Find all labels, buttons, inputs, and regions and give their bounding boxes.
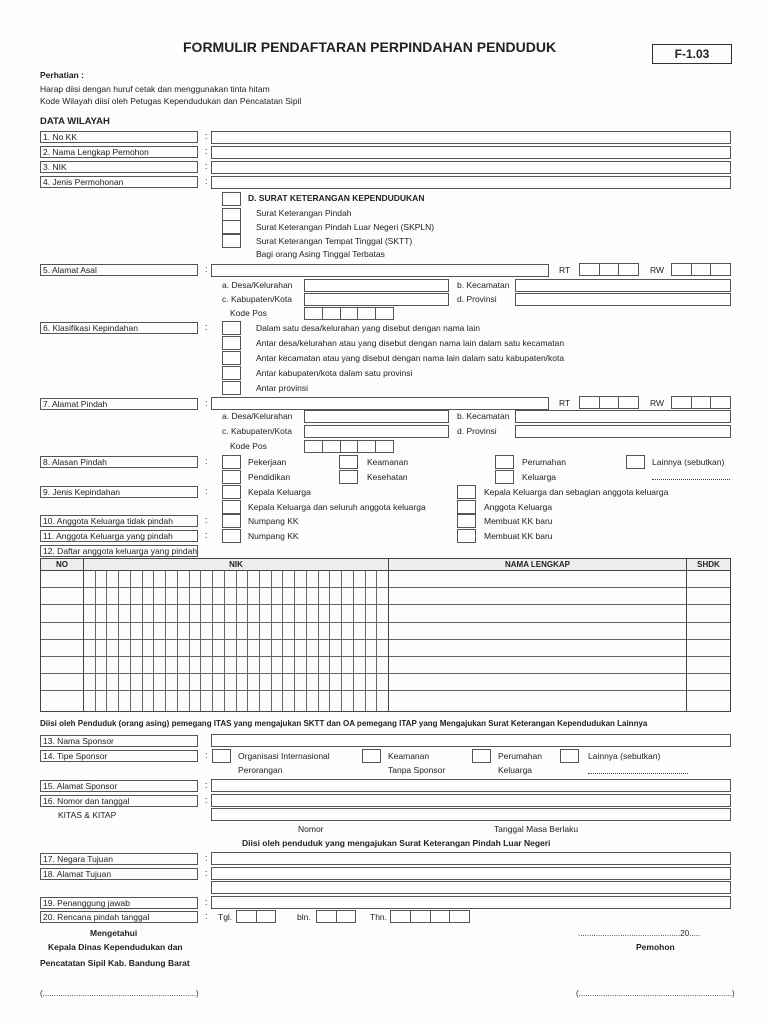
kecamatan-field[interactable]: [515, 410, 731, 423]
kecamatan-field[interactable]: [515, 279, 731, 292]
no-kk-field[interactable]: [211, 131, 731, 144]
klasifikasi-opt: Dalam satu desa/kelurahan yang disebut dengan nama lain: [256, 323, 480, 333]
opt-sktt-note: Bagi orang Asing Tinggal Terbatas: [256, 249, 385, 259]
provinsi-label: d. Provinsi: [457, 426, 497, 436]
bln-label: bln.: [297, 912, 311, 922]
sponsor-keamanan: Keamanan: [388, 751, 430, 761]
opt-skpln: Surat Keterangan Pindah Luar Negeri (SKPLN): [256, 222, 435, 232]
alasan-kesehatan: Kesehatan: [367, 472, 408, 482]
right-signature[interactable]: (.....................................................................): [576, 989, 735, 998]
label-alamat-sponsor: 15. Alamat Sponsor: [40, 780, 198, 792]
rows-shdk[interactable]: [687, 571, 730, 709]
date-line[interactable]: ..............................................20.....: [578, 929, 701, 938]
label-daftar: 12. Daftar anggota keluarga yang pindah: [40, 545, 198, 557]
col-nama: [389, 559, 687, 711]
provinsi-field[interactable]: [515, 425, 731, 438]
penanggung-field[interactable]: [211, 896, 731, 909]
thn-label: Thn.: [370, 912, 388, 922]
kode-pos-boxes[interactable]: [304, 307, 394, 320]
checkbox-klasifikasi-4[interactable]: [222, 366, 241, 380]
page-title: FORMULIR PENDAFTARAN PERPINDAHAN PENDUDUK: [183, 39, 557, 55]
col-no: [41, 559, 84, 711]
checkbox-d[interactable]: [222, 192, 241, 206]
tgl-boxes[interactable]: [236, 910, 276, 923]
kitas-label: KITAS & KITAP: [58, 810, 117, 820]
asing-note: Diisi oleh Penduduk (orang asing) pemegang ITAS yang mengajukan SKTT dan OA pemegang ITAP yang Mengajukan Surat Keterangan Kependudukan Lainnya: [40, 719, 648, 728]
desa-field[interactable]: [304, 410, 449, 423]
kecamatan-label: b. Kecamatan: [457, 280, 510, 290]
label-sponsor: 13. Nama Sponsor: [40, 735, 198, 747]
opt-pindah: Surat Keterangan Pindah: [256, 208, 352, 218]
desa-label: a. Desa/Kelurahan: [222, 280, 293, 290]
col-shdk: [687, 559, 730, 711]
checkbox-keluarga[interactable]: [495, 470, 514, 484]
kepala-line1: Kepala Dinas Kependudukan dan: [48, 942, 183, 952]
sponsor-field[interactable]: [211, 734, 731, 747]
nomor-caption: Nomor: [298, 824, 324, 834]
label-alamat-pindah: 7. Alamat Pindah: [40, 398, 198, 410]
checkbox-jenis-2[interactable]: [222, 500, 241, 514]
checkbox-keamanan[interactable]: [339, 455, 358, 469]
label-anggota-pindah: 11. Anggota Keluarga yang pindah: [40, 530, 198, 542]
permohonan-heading: D. SURAT KETERANGAN KEPENDUDUKAN: [248, 193, 425, 203]
baru-label: Membuat KK baru: [484, 516, 553, 526]
desa-label: a. Desa/Kelurahan: [222, 411, 293, 421]
notice-heading: Perhatian :: [40, 70, 84, 80]
kode-pos-label: Kode Pos: [230, 441, 267, 451]
label-klasifikasi: 6. Klasifikasi Kepindahan: [40, 322, 198, 334]
label-alasan: 8. Alasan Pindah: [40, 456, 198, 468]
sponsor-lainnya: Lainnya (sebutkan): [588, 751, 661, 761]
sponsor-lainnya-line[interactable]: [588, 764, 688, 774]
checkbox-klasifikasi-2[interactable]: [222, 336, 241, 350]
sponsor-perumahan: Perumahan: [498, 751, 542, 761]
checkbox-perumahan-sp[interactable]: [472, 749, 491, 763]
alamat-asal-field[interactable]: [211, 264, 549, 277]
checkbox-baru-2[interactable]: [457, 529, 476, 543]
thn-boxes[interactable]: [390, 910, 470, 923]
form-code: F-1.03: [652, 44, 732, 64]
label-anggota-tidak: 10. Anggota Keluarga tidak pindah: [40, 515, 198, 527]
baru-label: Membuat KK baru: [484, 531, 553, 541]
checkbox-lainnya-sp[interactable]: [560, 749, 579, 763]
opt-sktt: Surat Keterangan Tempat Tinggal (SKTT): [256, 236, 413, 246]
alamat-tujuan-field-2[interactable]: [211, 881, 731, 894]
checkbox-jenis-3[interactable]: [457, 485, 476, 499]
alamat-sponsor-field[interactable]: [211, 779, 731, 792]
alasan-keluarga: Keluarga: [522, 472, 557, 482]
checkbox-lainnya[interactable]: [626, 455, 645, 469]
label-nomor-tanggal: 16. Nomor dan tanggal: [40, 795, 198, 807]
jenis-opt: Kepala Keluarga dan seluruh anggota keluarga: [248, 502, 426, 512]
label-alamat-asal: 5. Alamat Asal: [40, 264, 198, 276]
checkbox-pendidikan[interactable]: [222, 470, 241, 484]
checkbox-kesehatan[interactable]: [339, 470, 358, 484]
mengetahui-label: Mengetahui: [90, 928, 138, 938]
checkbox-klasifikasi-3[interactable]: [222, 351, 241, 365]
pemohon-label: Pemohon: [636, 942, 675, 952]
label-nama: 2. Nama Lengkap Pemohon: [40, 146, 198, 158]
kitas-field[interactable]: [211, 808, 731, 821]
nomor-field[interactable]: [211, 794, 731, 807]
checkbox-baru-1[interactable]: [457, 514, 476, 528]
rt-boxes[interactable]: [579, 263, 639, 276]
rw-label: RW: [650, 398, 665, 408]
notice-line: Harap diisi dengan huruf cetak dan menggunakan tinta hitam: [40, 84, 270, 94]
kabupaten-field[interactable]: [304, 293, 449, 306]
luar-negeri-note: Diisi oleh penduduk yang mengajukan Surat Keterangan Pindah Luar Negeri: [242, 838, 551, 848]
label-negara: 17. Negara Tujuan: [40, 853, 198, 865]
kabupaten-field[interactable]: [304, 425, 449, 438]
rows-no[interactable]: [41, 571, 83, 709]
checkbox-jenis-1[interactable]: [222, 485, 241, 499]
label-alamat-tujuan: 18. Alamat Tujuan: [40, 868, 198, 880]
label-no-kk: 1. No KK: [40, 131, 198, 143]
rt-label: RT: [559, 398, 571, 408]
checkbox-jenis-4[interactable]: [457, 500, 476, 514]
rows-nama[interactable]: [389, 571, 686, 709]
lainnya-line[interactable]: [652, 470, 730, 480]
checkbox-klasifikasi-1[interactable]: [222, 321, 241, 335]
jenis-permohonan-field[interactable]: [211, 176, 731, 189]
jenis-opt: Anggota Keluarga: [484, 502, 553, 512]
nama-field[interactable]: [211, 146, 731, 159]
checkbox-numpang-2[interactable]: [222, 529, 241, 543]
tgl-label: Tgl.: [218, 912, 233, 922]
checkbox-skpln[interactable]: [222, 220, 241, 234]
alamat-tujuan-field[interactable]: [211, 867, 731, 880]
numpang-label: Numpang KK: [248, 531, 299, 541]
kabupaten-label: c. Kabupaten/Kota: [222, 294, 292, 304]
rw-boxes[interactable]: [671, 263, 731, 276]
kecamatan-label: b. Kecamatan: [457, 411, 510, 421]
rw-label: RW: [650, 265, 665, 275]
rt-boxes[interactable]: [579, 396, 639, 409]
provinsi-label: d. Provinsi: [457, 294, 497, 304]
checkbox-numpang-1[interactable]: [222, 514, 241, 528]
tanggal-caption: Tanggal Masa Berlaku: [494, 824, 579, 834]
kode-pos-label: Kode Pos: [230, 308, 267, 318]
klasifikasi-opt: Antar kecamatan atau yang disebut dengan nama lain dalam satu kabupaten/kota: [256, 353, 565, 363]
alasan-keamanan: Keamanan: [367, 457, 409, 467]
checkbox-organisasi[interactable]: [212, 749, 231, 763]
sponsor-perorangan: Perorangan: [238, 765, 283, 775]
label-nik: 3. NIK: [40, 161, 198, 173]
negara-field[interactable]: [211, 852, 731, 865]
checkbox-keamanan-sp[interactable]: [362, 749, 381, 763]
checkbox-pekerjaan[interactable]: [222, 455, 241, 469]
label-jenis-permohonan: 4. Jenis Permohonan: [40, 176, 198, 188]
alasan-perumahan: Perumahan: [522, 457, 566, 467]
bln-boxes[interactable]: [316, 910, 356, 923]
col-nik: [84, 559, 389, 711]
jenis-opt: Kepala Keluarga: [248, 487, 311, 497]
header-nik: NIK: [84, 559, 388, 571]
label-jenis-kepindahan: 9. Jenis Kepindahan: [40, 486, 198, 498]
klasifikasi-opt: Antar provinsi: [256, 383, 308, 393]
alasan-lainnya: Lainnya (sebutkan): [652, 457, 725, 467]
label-tipe-sponsor: 14. Tipe Sponsor: [40, 750, 198, 762]
rt-label: RT: [559, 265, 571, 275]
numpang-label: Numpang KK: [248, 516, 299, 526]
jenis-opt: Kepala Keluarga dan sebagian anggota keluarga: [484, 487, 669, 497]
kabupaten-label: c. Kabupaten/Kota: [222, 426, 292, 436]
kepala-line2: Pencatatan Sipil Kab. Bandung Barat: [40, 958, 190, 968]
alasan-pekerjaan: Pekerjaan: [248, 457, 287, 467]
left-signature[interactable]: (.....................................................................): [40, 989, 199, 998]
section-title: DATA WILAYAH: [40, 116, 110, 127]
notice-line: Kode Wilayah diisi oleh Petugas Kependudukan dan Pencatatan Sipil: [40, 96, 302, 106]
sponsor-keluarga: Keluarga: [498, 765, 533, 775]
label-penanggung: 19. Penanggung jawab: [40, 897, 198, 909]
nik-field[interactable]: [211, 161, 731, 174]
alamat-pindah-field[interactable]: [211, 397, 549, 410]
checkbox-klasifikasi-5[interactable]: [222, 381, 241, 395]
desa-field[interactable]: [304, 279, 449, 292]
rw-boxes[interactable]: [671, 396, 731, 409]
header-no: NO: [41, 559, 83, 571]
sponsor-organisasi: Organisasi Internasional: [238, 751, 330, 761]
klasifikasi-opt: Antar kabupaten/kota dalam satu provinsi: [256, 368, 413, 378]
header-shdk: SHDK: [687, 559, 730, 571]
klasifikasi-opt: Antar desa/kelurahan atau yang disebut dengan nama lain dalam satu kecamatan: [256, 338, 565, 348]
checkbox-perumahan[interactable]: [495, 455, 514, 469]
sponsor-tanpa: Tanpa Sponsor: [388, 765, 446, 775]
alasan-pendidikan: Pendidikan: [248, 472, 291, 482]
label-rencana: 20. Rencana pindah tanggal: [40, 911, 198, 923]
provinsi-field[interactable]: [515, 293, 731, 306]
header-nama: NAMA LENGKAP: [389, 559, 686, 571]
family-table: [40, 558, 731, 712]
kode-pos-boxes[interactable]: [304, 440, 394, 453]
checkbox-sktt[interactable]: [222, 234, 241, 248]
